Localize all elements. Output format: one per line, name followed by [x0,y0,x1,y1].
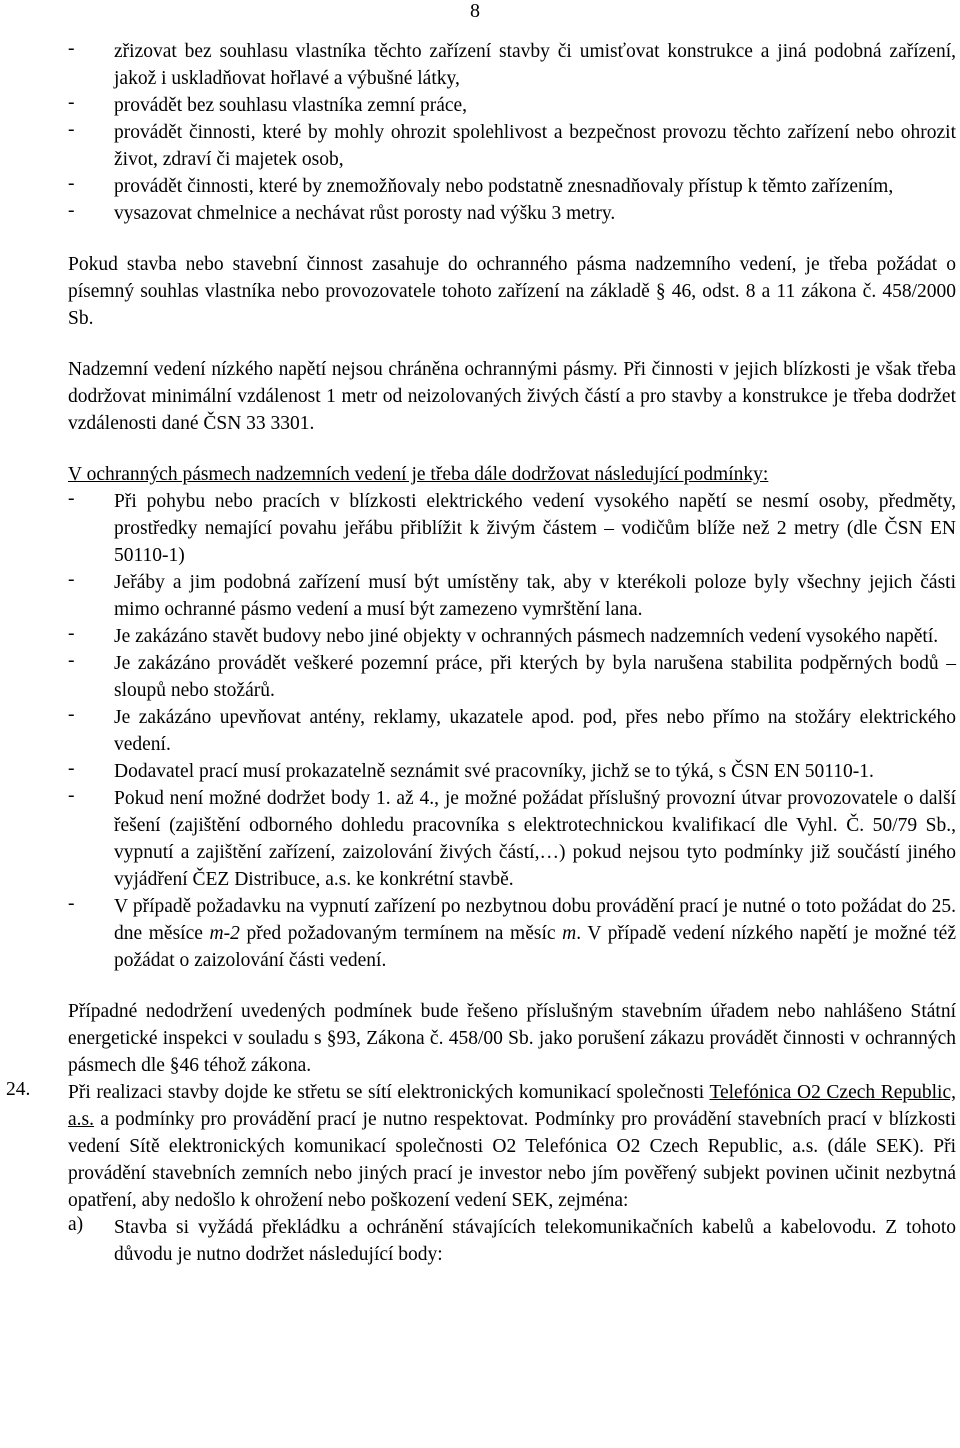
list-item [68,200,956,227]
prohibition-list [68,38,956,227]
list-item-text [114,893,956,974]
list-dash: - [68,704,75,725]
list-dash: - [68,623,75,644]
list-item [68,173,956,200]
list-item-text: Je zakázáno stavět budovy nebo jiné objekty v ochranných pásmech nadzemních vedení vysokého napětí. [114,626,939,647]
section-number: 24. [6,1079,31,1100]
text-run: před požadovaným termínem na měsíc [239,923,563,944]
list-item-text: provádět bez souhlasu vlastníka zemní práce, [114,95,468,116]
paragraph-violations: Případné nedodržení uvedených podmínek bude řešeno příslušným stavebním úřadem nebo nahlášeno Státní energetické inspekci v souladu s §93, Zákona č. 458/00 Sb. jako porušení zákazu provádět činnosti v ochranných pásmech dle §46 téhož zákona. [68,1001,956,1076]
list-item [68,704,956,758]
conditions-list [68,488,956,974]
text-run: V případě požadavku na vypnutí zařízení po nezbytnou dobu provádění prací je nutné o toto požádat do 25. dne měsíce [114,896,956,944]
list-item-text: Je zakázáno provádět veškeré pozemní práce, při kterých by byla narušena stabilita podpěrných bodů – sloupů nebo stožárů. [114,653,956,701]
text-run: . V případě vedení nízkého napětí je možné též požádat o zaizolování části vedení. [114,923,956,971]
list-dash: - [68,758,75,779]
list-dash: - [68,200,75,221]
list-item [68,488,956,569]
list-dash: - [68,893,75,914]
list-item-text: vysazovat chmelnice a nechávat růst porosty nad výšku 3 metry. [114,203,616,224]
text-run: a podmínky pro provádění prací je nutno respektovat. Podmínky pro provádění stavebních prací v blízkosti vedení Sítě elektronických komunikací společnosti O2 Telefónica O2 Czech Republic, a.s. (dále SEK). Při provádění stavebních zemních nebo jiných prací je investor nebo jím pověřený subjekt povinen učinit nezbytná opatření, aby nedošlo k ohrožení nebo poškození vedení SEK, zejména: [68,1109,956,1211]
section-24 [6,1079,956,1214]
conditions-heading: V ochranných pásmech nadzemních vedení je třeba dále dodržovat následující podmínky: [68,464,769,485]
list-item [68,785,956,893]
text-run: Při realizaci stavby dojde ke střetu se sítí elektronických komunikací společnosti [68,1082,710,1103]
list-dash: - [68,569,75,590]
italic-term: m-2 [209,923,240,944]
item-a [68,1214,956,1268]
list-dash: - [68,488,75,509]
list-item [68,119,956,173]
list-dash: - [68,119,75,140]
list-item [68,623,956,650]
list-dash: - [68,650,75,671]
list-item-text: Dodavatel prací musí prokazatelně seznámit své pracovníky, jichž se to týká, s ČSN EN 50110-1. [114,761,874,782]
section-24-text [68,1079,956,1214]
italic-term: m [562,923,577,944]
paragraph-consent: Pokud stavba nebo stavební činnost zasahuje do ochranného pásma nadzemního vedení, je třeba požádat o písemný souhlas vlastníka nebo provozovatele tohoto zařízení na základě § 46, odst. 8 a 11 zákona č. 458/2000 Sb. [68,254,956,329]
list-item-text: Při pohybu nebo pracích v blízkosti elektrického vedení vysokého napětí se nesmí osoby, předměty, prostředky nemající povahu jeřábu přiblížit k živým částem – vodičům blíže než 2 metry (dle ČSN EN 50110-1) [114,491,956,566]
list-item-text: Pokud není možné dodržet body 1. až 4., je možné požádat příslušný provozní útvar provozovatele o další řešení (zajištění odborného dohledu pracovníka s elektrotechnickou kvalifikací dle Vyhl. Č. 50/79 Sb., vypnutí a zajištění zařízení, zaizolování živých částí,…) pokud nejsou tyto podmínky již součástí jiného vyjádření ČEZ Distribuce, a.s. ke konkrétní stavbě. [114,788,956,890]
page-number: 8 [470,0,480,22]
list-item [68,758,956,785]
list-dash: - [68,92,75,113]
list-item [68,92,956,119]
item-text: Stavba si vyžádá překládku a ochránění stávajících telekomunikačních kabelů a kabelovodu. Z tohoto důvodu je nutno dodržet následující body: [114,1217,956,1265]
list-item [68,650,956,704]
company-name: Telefónica O2 Czech Republic, a.s. [68,1082,956,1130]
page-content [6,38,956,1268]
list-dash: - [68,38,75,59]
list-item [68,569,956,623]
list-dash: - [68,785,75,806]
list-dash: - [68,173,75,194]
list-item-text: provádět činnosti, které by znemožňovaly nebo podstatně znesnadňovaly přístup k těmto zařízením, [114,176,894,197]
list-item-text: zřizovat bez souhlasu vlastníka těchto zařízení stavby či umisťovat konstrukce a jiná podobná zařízení, jakož i uskladňovat hořlavé a výbušné látky, [114,41,956,89]
list-item-text: Jeřáby a jim podobná zařízení musí být umístěny tak, aby v kterékoli poloze byly všechny jejich části mimo ochranné pásmo vedení a musí být zamezeno vymrštění lana. [114,572,956,620]
list-item [68,38,956,92]
list-item [68,893,956,974]
list-item-text: Je zakázáno upevňovat antény, reklamy, ukazatele apod. pod, přes nebo přímo na stožáry elektrického vedení. [114,707,956,755]
item-label: a) [68,1214,84,1235]
paragraph-low-voltage: Nadzemní vedení nízkého napětí nejsou chráněna ochrannými pásmy. Při činnosti v jejich blízkosti je však třeba dodržovat minimální vzdálenost 1 metr od neizolovaných živých částí a pro stavby a konstrukce je třeba dodržet vzdálenosti dané ČSN 33 3301. [68,359,956,434]
list-item-text: provádět činnosti, které by mohly ohrozit spolehlivost a bezpečnost provozu těchto zařízení nebo ohrozit život, zdraví či majetek osob, [114,122,956,170]
